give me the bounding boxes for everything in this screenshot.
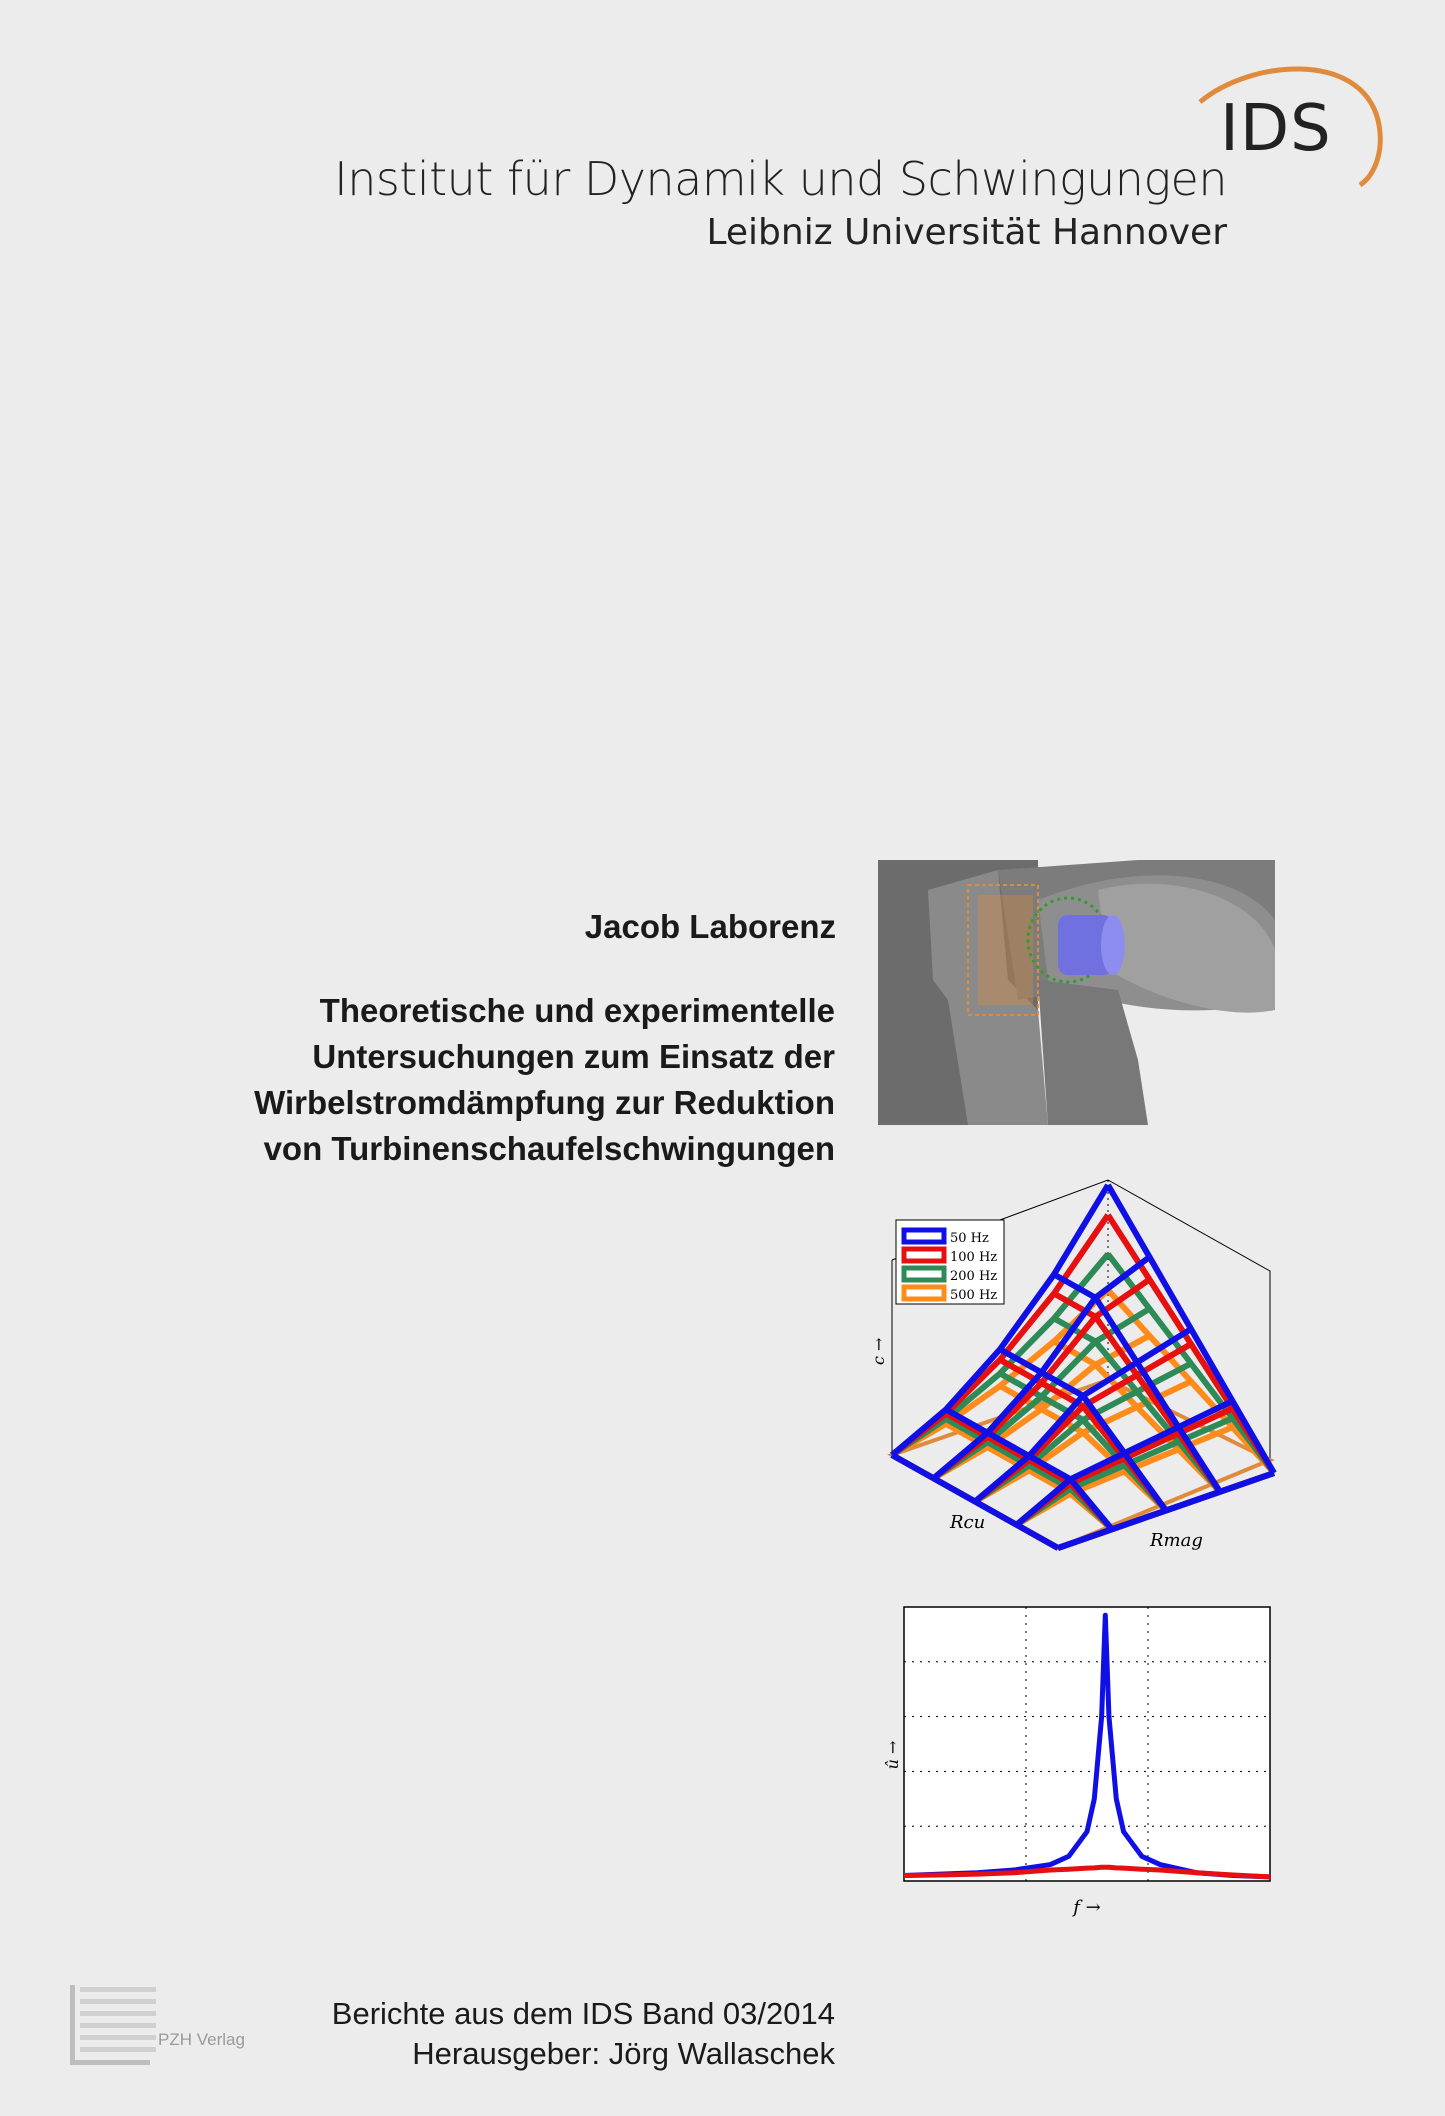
title-line: von Turbinenschaufelschwingungen — [263, 1130, 835, 1167]
editor-info: Herausgeber: Jörg Wallaschek — [412, 2036, 835, 2071]
title-line: Wirbelstromdämpfung zur Reduktion — [254, 1084, 835, 1121]
cad-render-image — [878, 860, 1275, 1125]
legend-label: 500 Hz — [950, 1288, 998, 1303]
book-title — [254, 988, 835, 1172]
title-line: Untersuchungen zum Einsatz der — [312, 1038, 835, 1075]
publisher-logo — [70, 1985, 156, 2065]
publisher-name: PZH Verlag — [158, 2030, 245, 2049]
y-axis-label: Rmag — [1150, 1530, 1203, 1551]
x-axis-label: Rcu — [950, 1512, 986, 1533]
surface-plot — [869, 1170, 1278, 1560]
legend-label: 50 Hz — [950, 1231, 989, 1246]
legend-label: 200 Hz — [950, 1269, 998, 1284]
university-name: Leibniz Universität Hannover — [706, 212, 1227, 253]
title-line: Theoretische und experimentelle — [319, 992, 835, 1029]
institute-name: Institut für Dynamik und Schwingungen — [334, 152, 1227, 206]
chart-y-label: û → — [883, 1740, 902, 1770]
frequency-response-chart — [883, 1595, 1280, 1925]
legend-label: 100 Hz — [950, 1250, 998, 1265]
ids-logo-text: IDS — [1220, 92, 1332, 166]
chart-x-label: f → — [1073, 1897, 1101, 1918]
z-axis-label: c → — [869, 1337, 888, 1365]
series-info: Berichte aus dem IDS Band 03/2014 — [331, 1996, 835, 2031]
author-name: Jacob Laborenz — [584, 908, 836, 945]
